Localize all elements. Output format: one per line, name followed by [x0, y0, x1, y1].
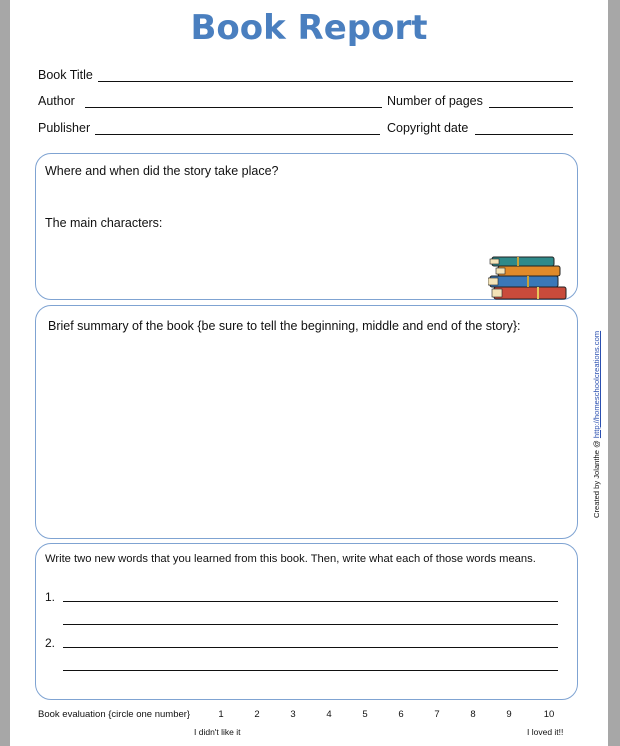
- evaluation-label: Book evaluation {circle one number}: [38, 709, 191, 720]
- setting-question: Where and when did the story take place?: [45, 164, 279, 178]
- book-stack-icon: [488, 256, 568, 302]
- rating-3[interactable]: 3: [290, 709, 296, 720]
- publisher-line[interactable]: [95, 134, 380, 135]
- characters-question: The main characters:: [45, 216, 163, 230]
- page-title: Book Report: [190, 8, 428, 48]
- vocabulary-box[interactable]: [35, 543, 578, 700]
- worksheet-page: [10, 0, 608, 746]
- vocabulary-prompt: Write two new words that you learned from this book. Then, write what each of those words means.: [45, 553, 536, 565]
- rating-9[interactable]: 9: [506, 709, 512, 720]
- rating-8[interactable]: 8: [470, 709, 476, 720]
- rating-5[interactable]: 5: [362, 709, 368, 720]
- summary-box[interactable]: [35, 305, 578, 539]
- rating-10[interactable]: 10: [543, 709, 555, 720]
- number-of-pages-line[interactable]: [489, 107, 573, 108]
- author-label: Author: [38, 94, 75, 108]
- creator-credit: [592, 326, 602, 518]
- number-of-pages-label: Number of pages: [387, 94, 483, 108]
- word-2-meaning-line[interactable]: [63, 670, 558, 671]
- rating-high-label: I loved it!!: [527, 727, 564, 737]
- book-title-label: Book Title: [38, 68, 93, 82]
- rating-7[interactable]: 7: [434, 709, 440, 720]
- word-1-meaning-line[interactable]: [63, 624, 558, 625]
- credit-link[interactable]: http://homeschoolcreations.com: [592, 330, 601, 439]
- word-2-number: 2.: [45, 636, 56, 650]
- word-1-number: 1.: [45, 590, 56, 604]
- copyright-date-label: Copyright date: [387, 121, 469, 135]
- rating-2[interactable]: 2: [254, 709, 260, 720]
- rating-4[interactable]: 4: [326, 709, 332, 720]
- credit-text: Created by Jolanthe @: [592, 438, 601, 518]
- author-line[interactable]: [85, 107, 382, 108]
- rating-6[interactable]: 6: [398, 709, 404, 720]
- summary-prompt: Brief summary of the book {be sure to tell the beginning, middle and end of the story}:: [48, 319, 521, 333]
- word-2-line[interactable]: [63, 647, 558, 648]
- copyright-date-line[interactable]: [475, 134, 573, 135]
- publisher-label: Publisher: [38, 121, 91, 135]
- rating-low-label: I didn't like it: [194, 727, 241, 737]
- rating-1[interactable]: 1: [218, 709, 224, 720]
- book-title-line[interactable]: [98, 81, 573, 82]
- word-1-line[interactable]: [63, 601, 558, 602]
